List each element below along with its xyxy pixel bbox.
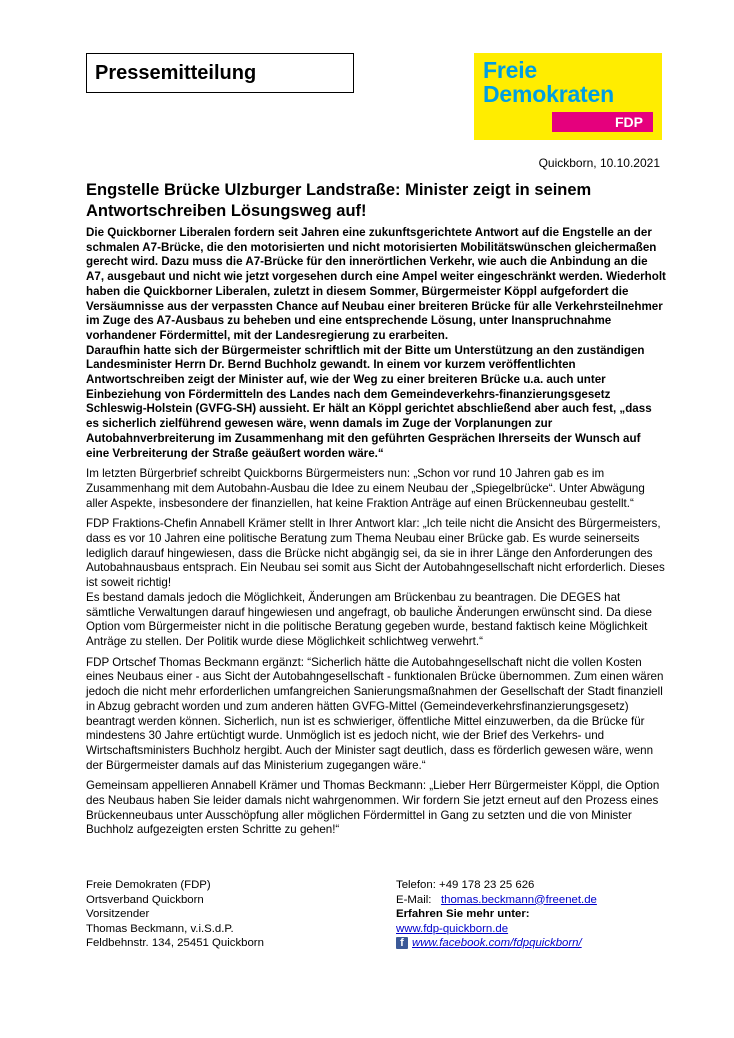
website-link[interactable]: www.fdp-quickborn.de (396, 922, 509, 935)
footer-email-row (396, 893, 597, 908)
lead-paragraph-2: Daraufhin hatte sich der Bürgermeister schriftlich mit der Bitte um Unterstützung an den zuständigen Landesminister Herrn Dr. Bernd Buchholz gewandt. In einem vor kurzem veröffentlichten Antwortschreiben zeigt der Minister auf, wie der Weg zu einer breiteren Brücke u.a. auch unter Einbeziehung von Fördermitteln des Landes nach dem Gemeindeverkehrs-finanzierungsgesetz Schleswig-Holstein (GVFG-SH) aussieht. Er hält an Köppl gerichtet abschließend aber auch fest, „dass es sicherlich zielführend gewesen wäre, wenn damals im Zuge der Vorplanungen zur Autobahnverbreiterung im Zusammenhang mit den geführten Gesprächen Ihrerseits der Wunsch auf eine Verbreiterung der Straße geäußert worden wäre.“ (86, 343, 652, 460)
facebook-icon[interactable]: f (396, 937, 408, 949)
footer-email-label: E-Mail: (396, 893, 432, 906)
logo-line-freie: Freie (483, 57, 537, 83)
footer-facebook-row (396, 936, 597, 951)
paragraph-kraemer: FDP Fraktions-Chefin Annabell Krämer stellt in Ihrer Antwort klar: „Ich teile nicht die Ansicht des Bürgermeisters, dass es vor 10 Jahren eine politische Beratung zum Thema Neubau einer Brücke gab. Es wurde seinerseits lediglich darauf hingewiesen, dass die Brücke nicht abgängig sei, da sie in ihrer Länge den Anforderungen des Autobahnausbaus entsprach. Ein Neubau sei somit aus Sicht der Autobahngesellschaft nicht erforderlich. Dieses ist soweit richtig! (86, 517, 665, 590)
facebook-link[interactable]: www.facebook.com/fdpquickborn/ (412, 937, 582, 949)
footer-role: Vorsitzender (86, 908, 150, 920)
footer-contact (396, 878, 597, 951)
paragraph-appeal: Gemeinsam appellieren Annabell Krämer und Thomas Beckmann: „Lieber Herr Bürgermeister Köppl, die Option des Neubaus haben Sie leider damals nicht wahrgenommen. Wir fordern Sie jetzt erneut auf den Prozess eines Brückenneubaus unter Ausschöpfung aller möglichen Fördermittel in Gang zu setzten und die von Minister Buchholz aufgezeigten ersten Schritte zu gehen!“ (86, 779, 660, 837)
headline: Engstelle Brücke Ulzburger Landstraße: Minister zeigt in seinem Antwortschreiben Lösungsweg auf! (86, 181, 592, 220)
paragraph-deges: Es bestand damals jedoch die Möglichkeit, Änderungen am Brückenbau zu beantragen. Die DEGES hat sämtliche Verwaltungen darauf hingewiesen und angefragt, ob bauliche Änderungen erwünscht sind. Da diese Option vom Bürgermeister nicht in die politische Beratung gegeben wurde, bestand faktisch keine Möglichkeit Anträge zu stellen. Der Politik wurde diese Möglichkeit schlichtweg verwehrt.“ (86, 590, 652, 648)
footer-person: Thomas Beckmann, v.i.S.d.P. (86, 922, 234, 935)
lead-paragraph-1: Die Quickborner Liberalen fordern seit Jahren eine zukunftsgerichtete Antwort auf die Engstelle an der schmalen A7-Brücke, die den motorisierten und nicht motorisierten Mobilitätswünschen gleichermaßen gerecht wird. Dazu muss die A7-Brücke für den innerörtlichen Verkehr, wie auch die Anbindung an die A7, ausgebaut und nicht wie jetzt vorgesehen durch eine Ampel weiter eingeschränkt werden. Wiederholt haben die Quickborner Liberalen, zuletzt in diesem Sommer, Bürgermeister Köppl aufgefordert die Versäumnisse aus der verpassten Chance auf Neubau einer breiteren Brücke für alle Verkehrsteilnehmer im Zuge des A7-Ausbaus zu beheben und eine entsprechende Lösung, unter Inanspruchnahme vorhandener Fördermittel, mit der Landesregierung zu erarbeiten. (86, 226, 666, 342)
footer-org: Freie Demokraten (FDP) (86, 879, 211, 891)
email-link[interactable]: thomas.beckmann@freenet.de (440, 893, 597, 906)
footer-more: Erfahren Sie mehr unter: (396, 908, 530, 920)
footer-branch: Ortsverband Quickborn (86, 893, 204, 906)
paragraph-beckmann: FDP Ortschef Thomas Beckmann ergänzt: “Sicherlich hätte die Autobahngesellschaft nicht die vollen Kosten eines Neubaus einer - aus Sicht der Autobahngesellschaft - funktionalen Brücke übernommen. Zum einen wären jedoch die nicht mehr erforderlichen umfangreichen Sanierungsmaßnahmen der Gesellschaft der Stadt finanziell in Abzug gebracht worden und zum anderen hätten GVFG-Mittel (Gemeindeverkehrsfinanzierungsgesetz) beantragt werden können. Sicherlich, nun ist es schwieriger, öffentliche Mittel einzuwerben, da die Brücke für mindestens 30 Jahre ertüchtigt wurde. Unmöglich ist es jedoch nicht, wie der Brief des Verkehrs- und Wirtschaftsministers Buchholz hergibt. Auch der Minister sagt deutlich, dass es förderlich gewesen wäre, wenn der Bürgermeister damals auf das Ministerium zugegangen wäre.“ (86, 655, 664, 772)
footer-phone: Telefon: +49 178 23 25 626 (396, 879, 535, 891)
date-line: Quickborn, 10.10.2021 (538, 156, 660, 170)
logo-fdp-bar: FDP (552, 112, 653, 132)
article-body (86, 226, 666, 838)
page-title: Pressemitteilung (86, 53, 354, 93)
logo-line-demokraten: Demokraten (483, 81, 614, 107)
paragraph-buergerbrief: Im letzten Bürgerbrief schreibt Quickborns Bürgermeisters nun: „Schon vor rund 10 Jahren gab es im Zusammenhang mit dem Autobahn-Ausbau die Idee zu einem Neubau der „Spiegelbrücke“. Unter Abwägung aller Aspekte, insbesondere der finanziellen, hat keine Fraktion Anträge auf einen Brückenneubau gestellt.“ (86, 467, 645, 510)
footer-street: Feldbehnstr. 134, 25451 Quickborn (86, 937, 264, 949)
footer-address (86, 878, 264, 951)
fdp-logo (474, 53, 662, 140)
